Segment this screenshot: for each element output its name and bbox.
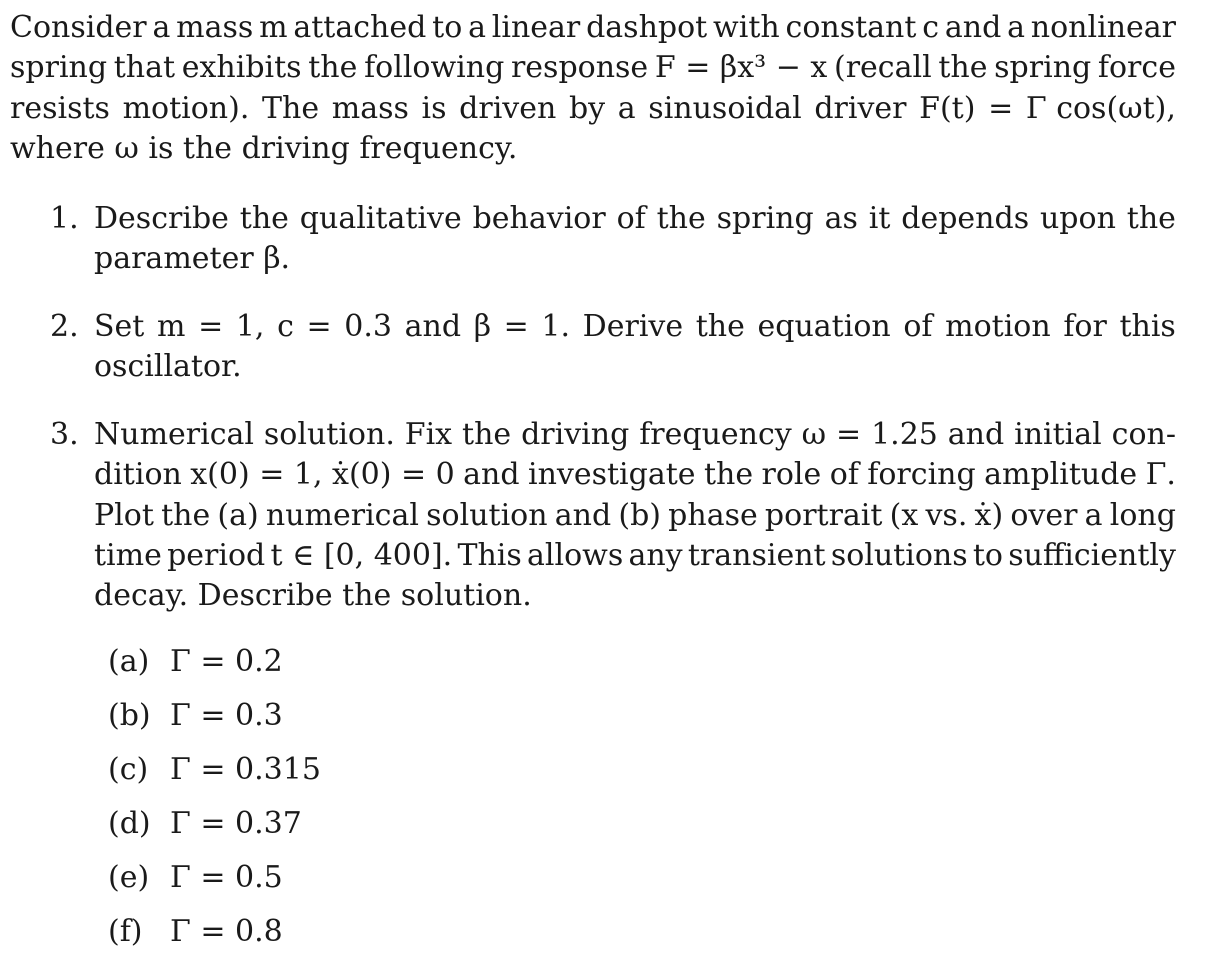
word: to (432, 10, 463, 45)
word: the (938, 50, 988, 86)
word: solution. (263, 417, 395, 452)
word: = (988, 90, 1014, 126)
question-3-line-2 (94, 455, 1176, 495)
word: over (1010, 497, 1078, 533)
list-item-label: (e) (108, 860, 150, 895)
word: time (94, 537, 162, 573)
word: motion (945, 309, 1051, 344)
word: a (468, 10, 486, 45)
word: frequency (639, 417, 792, 452)
word: as (824, 201, 858, 236)
word: and (554, 497, 612, 533)
word: vs. (925, 497, 968, 533)
word: the (161, 497, 211, 533)
intro-line-3 (10, 89, 1176, 129)
word: period (167, 537, 266, 573)
word: allows (527, 537, 624, 573)
word: c (277, 309, 294, 344)
question-3 (10, 415, 1176, 616)
question-1-line-2: parameter β. (94, 241, 291, 277)
word: resists (10, 90, 110, 126)
list-item-label: (a) (108, 644, 150, 679)
word: and (463, 457, 520, 493)
word: = (836, 417, 862, 452)
intro-line-4: where ω is the driving frequency. (10, 130, 518, 166)
list-item (108, 851, 508, 905)
word: is (421, 90, 447, 126)
word: mass (176, 10, 254, 45)
word: the (308, 50, 358, 86)
word: m (157, 309, 186, 344)
word: following (364, 50, 505, 86)
word: driving (521, 417, 630, 452)
word: This (457, 537, 522, 573)
word: F = βx³ − x (654, 50, 828, 86)
word: of (829, 457, 859, 493)
word: = (503, 309, 529, 344)
word: driver (814, 90, 907, 126)
word: sufficiently (1008, 537, 1176, 573)
list-item-value: Γ = 0.5 (170, 860, 283, 895)
word: 1, (235, 309, 265, 344)
word: it (868, 201, 891, 236)
question-number: 1. (50, 201, 79, 236)
word: The (262, 90, 320, 126)
word: transient (687, 537, 826, 573)
word: (x (889, 497, 919, 533)
word: of (616, 201, 646, 236)
word: ẋ) (974, 497, 1004, 533)
word: upon (1039, 201, 1116, 236)
word: for (1063, 309, 1107, 344)
list-item (108, 797, 508, 851)
list-item-value: Γ = 0.37 (170, 806, 302, 841)
list-item (108, 689, 508, 743)
word: Consider (10, 10, 147, 45)
word: Describe (94, 201, 229, 236)
question-3-line-5: decay. Describe the solution. (94, 578, 532, 614)
word: Γ. (1145, 457, 1176, 493)
word: spring (994, 50, 1092, 86)
word: amplitude (984, 457, 1138, 493)
word: Set (94, 309, 145, 344)
word: any (628, 537, 683, 573)
word: a (1084, 497, 1103, 533)
question-2-line-2: oscillator. (94, 349, 242, 385)
word: the (239, 201, 289, 236)
word: with (713, 10, 780, 45)
word: the (462, 417, 512, 452)
list-item-value: Γ = 0.8 (170, 914, 283, 949)
word: by (568, 90, 606, 126)
word: t ∈ [0, 400]. (270, 537, 453, 573)
word: long (1109, 497, 1176, 533)
list-item-value: Γ = 0.315 (170, 752, 321, 787)
word: (recall (833, 50, 932, 86)
list-item (108, 743, 508, 797)
word: forcing (867, 457, 976, 493)
word: qualitative (299, 201, 462, 236)
word: initial (1014, 417, 1102, 452)
word: = (198, 309, 224, 344)
word: constant (785, 10, 917, 45)
list-item-label: (f) (108, 914, 143, 949)
word: Numerical (94, 417, 254, 452)
word: Γ cos(ωt), (1025, 90, 1176, 126)
intro-line-2 (10, 48, 1176, 88)
word: portrait (764, 497, 883, 533)
word: mass (331, 90, 409, 126)
question-2-line-1 (94, 307, 1176, 347)
word: role (761, 457, 822, 493)
word: spring (10, 50, 108, 86)
list-item-label: (d) (108, 806, 151, 841)
word: and (404, 309, 462, 344)
list-item-value: Γ = 0.3 (170, 698, 283, 733)
word: ω (801, 417, 827, 452)
word: the (1126, 201, 1176, 236)
word: 1. (541, 309, 571, 344)
word: numerical (265, 497, 419, 533)
word: motion). (122, 90, 250, 126)
word: the (703, 457, 754, 493)
question-2 (10, 307, 1176, 388)
word: that (113, 50, 176, 86)
word: m (259, 10, 288, 45)
word: investigate (527, 457, 696, 493)
word: Derive (582, 309, 684, 344)
word: (a) (217, 497, 259, 533)
word: x(0) = 1, ẋ(0) = 0 (190, 457, 455, 493)
word: spring (716, 201, 814, 236)
word: a (1007, 10, 1025, 45)
list-item-label: (c) (108, 752, 149, 787)
list-item-value: Γ = 0.2 (170, 644, 283, 679)
word: force (1097, 50, 1176, 86)
question-number: 3. (50, 417, 79, 452)
list-item (108, 905, 508, 959)
word: Fix (404, 417, 453, 452)
question-1 (10, 199, 1176, 280)
word: driven (459, 90, 557, 126)
word: F(t) (919, 90, 976, 126)
word: response (510, 50, 649, 86)
word: depends (901, 201, 1030, 236)
word: this (1119, 309, 1176, 344)
word: and (944, 10, 1002, 45)
word: 1.25 (871, 417, 938, 452)
word: dition (94, 457, 182, 493)
word: and (947, 417, 1005, 452)
word: (b) (618, 497, 661, 533)
word: β (473, 309, 492, 344)
question-number: 2. (50, 309, 79, 344)
word: equation (757, 309, 891, 344)
word: the (695, 309, 745, 344)
word: linear (491, 10, 581, 45)
forcing-amplitude-list (108, 635, 508, 959)
word: behavior (472, 201, 606, 236)
intro-paragraph (10, 8, 1176, 169)
word: of (903, 309, 933, 344)
word: 0.3 (344, 309, 393, 344)
intro-line-1 (10, 8, 1176, 48)
list-item (108, 635, 508, 689)
problem-text (10, 8, 1176, 949)
word: a (152, 10, 171, 45)
word: Plot (94, 497, 154, 533)
word: exhibits (181, 50, 302, 86)
question-3-line-4 (94, 536, 1176, 576)
word: sinusoidal (648, 90, 802, 126)
word: the (656, 201, 706, 236)
word: phase (668, 497, 758, 533)
word: c (922, 10, 940, 45)
word: = (306, 309, 332, 344)
word: attached (293, 10, 427, 45)
word: dashpot (586, 10, 708, 45)
word: con- (1111, 417, 1176, 452)
word: nonlinear (1030, 10, 1176, 45)
word: solutions (830, 537, 968, 573)
question-3-line-1 (94, 415, 1176, 455)
question-1-line-1 (94, 199, 1176, 239)
word: solution (426, 497, 548, 533)
question-3-line-3 (94, 496, 1176, 536)
word: a (617, 90, 636, 126)
list-item-label: (b) (108, 698, 151, 733)
word: to (972, 537, 1003, 573)
